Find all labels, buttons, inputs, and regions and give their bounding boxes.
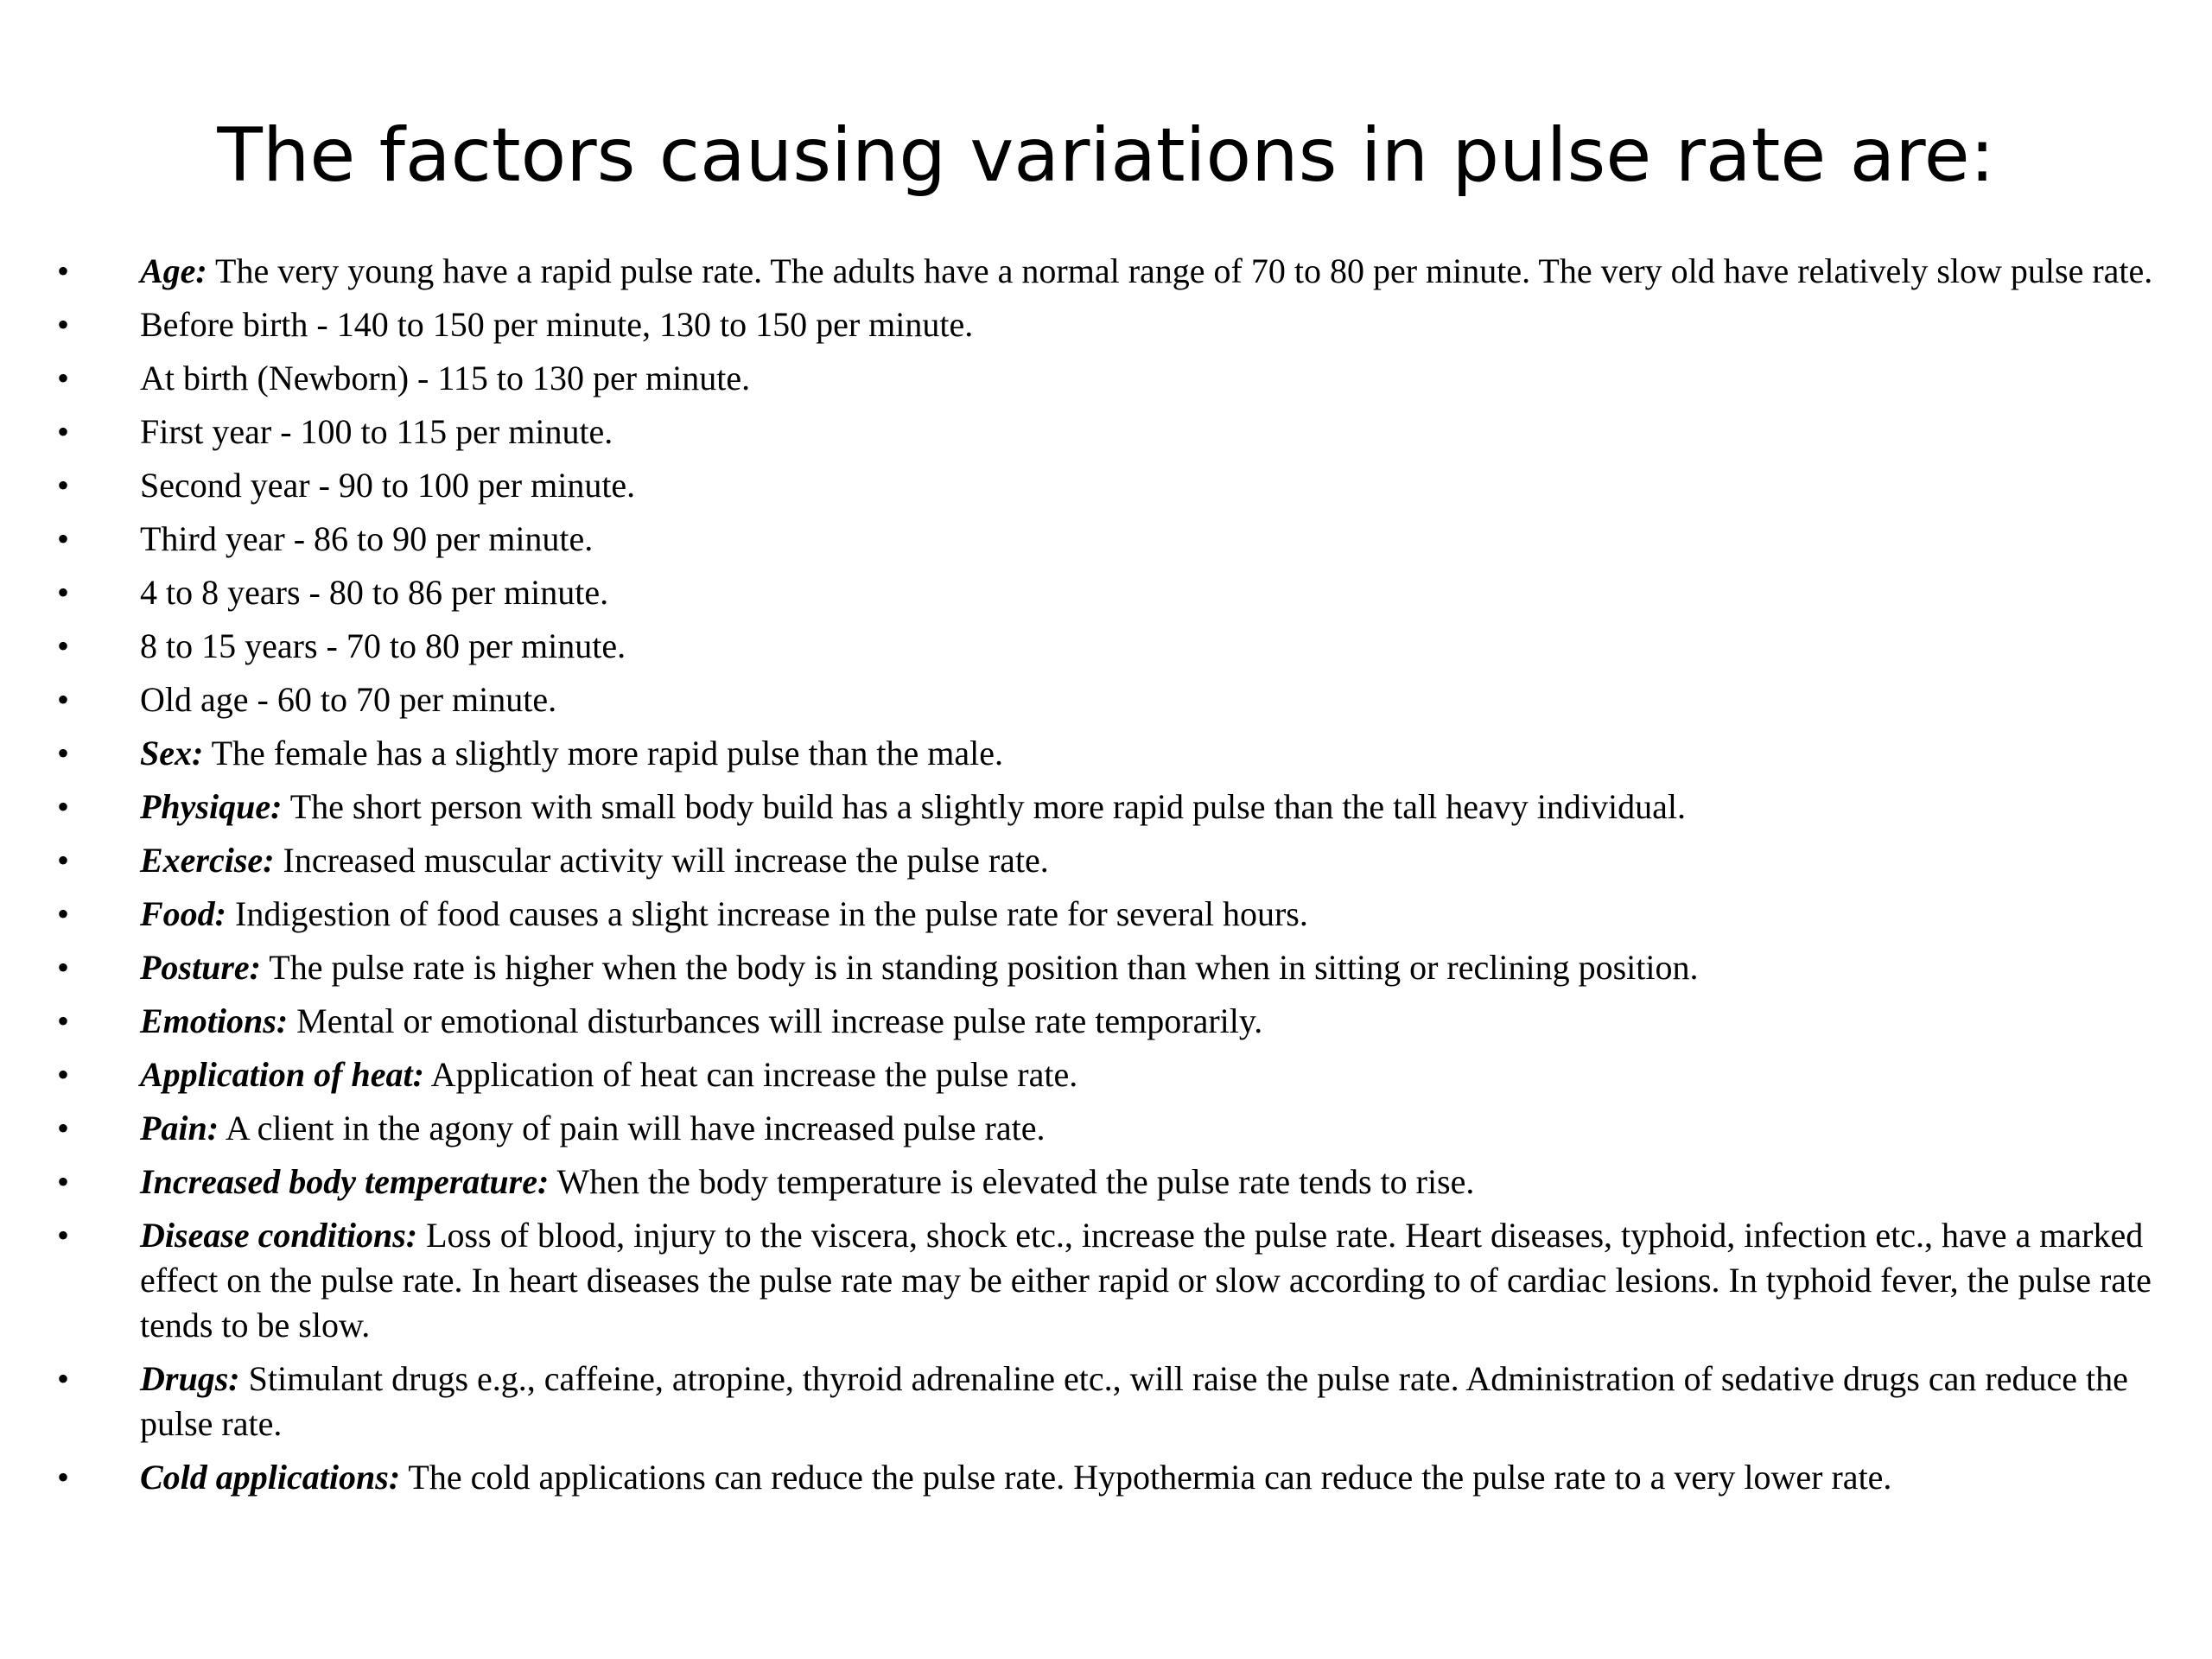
item-text: The cold applications can reduce the pulse rate. Hypothermia can reduce the pulse rate to a very lower rate. (400, 1458, 1892, 1497)
bullet-icon: • (57, 841, 70, 880)
bullet-icon: • (57, 787, 70, 826)
bullet-icon: • (57, 626, 70, 665)
item-text: First year - 100 to 115 per minute. (140, 412, 613, 451)
bullet-icon: • (57, 412, 70, 451)
item-text: Third year - 86 to 90 per minute. (140, 519, 594, 558)
bullet-icon: • (57, 1001, 70, 1040)
item-term: Cold applications: (140, 1458, 401, 1497)
item-text: Increased muscular activity will increase the pulse rate. (274, 841, 1049, 880)
item-term: Emotions: (140, 1001, 289, 1040)
bullet-icon: • (57, 1162, 70, 1201)
item-text: Old age - 60 to 70 per minute. (140, 680, 557, 719)
bullet-icon: • (57, 1359, 70, 1398)
item-text: Loss of blood, injury to the viscera, shock etc., increase the pulse rate. Heart diseases, typhoid, infection etc., have a marked effect on the pulse rate. In heart diseases the pulse rate may be either rapid or slow according to of cardiac lesions. In typhoid fever, the pulse rate tends to be slow. (140, 1216, 2152, 1344)
list-item (0, 410, 2212, 454)
bullet-icon: • (57, 1216, 70, 1255)
item-text: The short person with small body build has a slightly more rapid pulse than the tall heavy individual. (282, 787, 1686, 826)
list-item (0, 785, 2212, 830)
item-text: At birth (Newborn) - 115 to 130 per minute. (140, 359, 751, 397)
item-term: Drugs: (140, 1359, 240, 1398)
bullet-icon: • (57, 466, 70, 505)
bullet-icon: • (57, 573, 70, 612)
item-text: Second year - 90 to 100 per minute. (140, 466, 636, 505)
bullet-icon: • (57, 359, 70, 397)
list-item (0, 1357, 2212, 1446)
list-item (0, 838, 2212, 883)
item-text: Stimulant drugs e.g., caffeine, atropine, thyroid adrenaline etc., will raise the pulse rate. Administration of sedative drugs can reduce the pulse rate. (140, 1359, 2128, 1443)
list-item (0, 624, 2212, 669)
item-term: Increased body temperature: (140, 1162, 550, 1201)
item-term: Pain: (140, 1109, 219, 1147)
list-item (0, 570, 2212, 615)
item-term: Age: (140, 251, 207, 290)
item-text: A client in the agony of pain will have increased pulse rate. (219, 1109, 1046, 1147)
item-text: Indigestion of food causes a slight increase in the pulse rate for several hours. (226, 894, 1308, 933)
list-item (0, 1455, 2212, 1500)
item-term: Disease conditions: (140, 1216, 418, 1255)
item-text: When the body temperature is elevated the pulse rate tends to rise. (549, 1162, 1475, 1201)
bullet-list (0, 249, 2212, 1509)
list-item (0, 302, 2212, 347)
item-text: The very young have a rapid pulse rate. The adults have a normal range of 70 to 80 per minute. The very old have relatively slow pulse rate. (207, 251, 2153, 290)
slide-title: The factors causing variations in pulse rate are: (217, 112, 1995, 199)
bullet-icon: • (57, 734, 70, 772)
list-item (0, 999, 2212, 1044)
item-text: 4 to 8 years - 80 to 86 per minute. (140, 573, 609, 612)
list-item (0, 892, 2212, 937)
item-term: Application of heat: (140, 1055, 424, 1094)
item-text: Before birth - 140 to 150 per minute, 130 to 150 per minute. (140, 305, 974, 344)
item-text: The female has a slightly more rapid pulse than the male. (203, 734, 1003, 772)
item-text: Mental or emotional disturbances will increase pulse rate temporarily. (288, 1001, 1263, 1040)
item-text: The pulse rate is higher when the body is in standing position than when in sitting or reclining position. (261, 948, 1699, 987)
list-item (0, 731, 2212, 776)
item-term: Food: (140, 894, 226, 933)
item-term: Posture: (140, 948, 261, 987)
list-item (0, 517, 2212, 562)
list-item (0, 677, 2212, 722)
list-item (0, 463, 2212, 508)
list-item (0, 249, 2212, 294)
bullet-icon: • (57, 1055, 70, 1094)
list-item (0, 1106, 2212, 1151)
bullet-icon: • (57, 305, 70, 344)
bullet-icon: • (57, 519, 70, 558)
item-term: Exercise: (140, 841, 275, 880)
bullet-icon: • (57, 680, 70, 719)
list-item (0, 1160, 2212, 1205)
bullet-icon: • (57, 894, 70, 933)
bullet-icon: • (57, 948, 70, 987)
item-text: Application of heat can increase the pulse rate. (423, 1055, 1078, 1094)
list-item (0, 945, 2212, 990)
bullet-icon: • (57, 1458, 70, 1497)
item-term: Sex: (140, 734, 204, 772)
item-text: 8 to 15 years - 70 to 80 per minute. (140, 626, 626, 665)
bullet-icon: • (57, 1109, 70, 1147)
list-item (0, 356, 2212, 401)
list-item (0, 1052, 2212, 1097)
item-term: Physique: (140, 787, 283, 826)
bullet-icon: • (57, 251, 70, 290)
list-item (0, 1213, 2212, 1348)
